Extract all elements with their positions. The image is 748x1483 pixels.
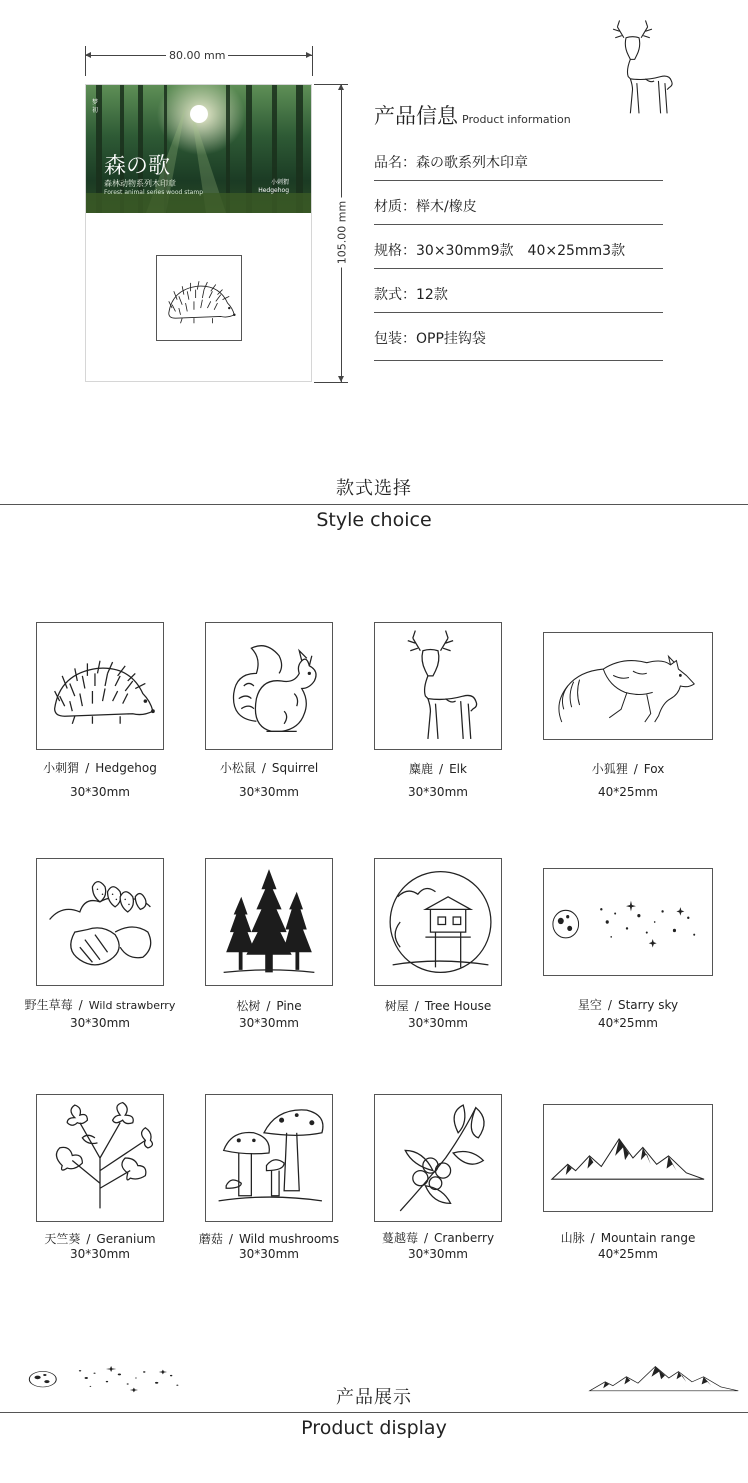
package-stamp	[156, 255, 242, 341]
style-card-elk[interactable]	[374, 622, 502, 750]
info-label: 材质：	[374, 199, 416, 215]
style-name-cn: 麋鹿	[409, 762, 434, 776]
info-title-en: Product information	[462, 113, 571, 126]
info-value: 12款	[416, 287, 448, 303]
style-size: 40*25mm	[598, 785, 658, 799]
info-row-material	[374, 196, 663, 225]
variant-en: Hedgehog	[258, 187, 289, 194]
mountain-icon	[544, 1105, 712, 1211]
starry-sky-icon	[544, 869, 712, 975]
style-name-en: Cranberry	[434, 1231, 495, 1245]
style-name-en: Geranium	[96, 1232, 156, 1246]
style-name-cn: 蘑菇	[198, 1232, 223, 1246]
display-section-divider	[0, 1412, 748, 1413]
style-label: 松树 / Pine	[236, 999, 302, 1013]
package-subtitle: 森林动物系列木印章	[104, 179, 176, 188]
display-section-title-cn: 产品展示	[336, 1387, 412, 1408]
info-row-package	[374, 328, 663, 361]
style-size: 30*30mm	[408, 1016, 468, 1030]
style-name-en: Tree House	[424, 999, 492, 1013]
style-label: 野生草莓 / Wild strawberry	[24, 998, 176, 1012]
style-name-cn: 小刺猬	[43, 761, 80, 775]
info-row-style	[374, 284, 663, 313]
style-size: 40*25mm	[598, 1016, 658, 1030]
info-value: OPP挂钩袋	[416, 331, 486, 347]
style-section-divider	[0, 504, 748, 505]
elk-icon	[585, 12, 693, 124]
style-size: 30*30mm	[239, 1247, 299, 1261]
style-label: 小狐狸 / Fox	[591, 762, 665, 776]
style-card-cranberry[interactable]	[374, 1094, 502, 1222]
elk-icon	[375, 623, 501, 749]
info-row-spec	[374, 240, 663, 269]
style-label: 麋鹿 / Elk	[409, 762, 467, 776]
style-name-en: Wild mushrooms	[238, 1232, 340, 1246]
style-name-cn: 蔓越莓	[381, 1231, 418, 1245]
style-size: 30*30mm	[70, 1247, 130, 1261]
logo-line: 初	[92, 107, 99, 114]
style-card-starry-sky[interactable]	[543, 868, 713, 976]
geranium-icon	[37, 1095, 163, 1221]
style-size: 30*30mm	[70, 785, 130, 799]
style-card-squirrel[interactable]	[205, 622, 333, 750]
package-variant	[258, 179, 289, 195]
style-size: 30*30mm	[239, 1016, 299, 1030]
info-label: 品名：	[374, 155, 416, 171]
style-name-en: Pine	[276, 999, 302, 1013]
variant-cn: 小刺猬	[270, 179, 289, 186]
style-label: 树屋 / Tree House	[384, 999, 492, 1013]
style-name-en: Elk	[449, 762, 467, 776]
style-label: 蔓越莓 / Cranberry	[381, 1231, 495, 1245]
style-label: 星空 / Starry sky	[577, 998, 679, 1012]
info-value: 森の歌系列木印章	[416, 155, 528, 171]
style-size: 40*25mm	[598, 1247, 658, 1261]
height-label: 105.00 mm	[336, 198, 349, 268]
style-label: 山脉 / Mountain range	[560, 1231, 696, 1245]
style-name-cn: 小松鼠	[219, 761, 256, 775]
style-label: 小刺猬 / Hedgehog	[43, 761, 157, 775]
style-card-strawberry[interactable]	[36, 858, 164, 986]
info-title	[374, 100, 571, 130]
mushroom-icon	[206, 1095, 332, 1221]
style-name-cn: 小狐狸	[591, 762, 628, 776]
style-name-en: Starry sky	[617, 998, 679, 1012]
info-label: 款式：	[374, 287, 416, 303]
style-card-mushroom[interactable]	[205, 1094, 333, 1222]
style-name-cn: 天竺葵	[44, 1232, 81, 1246]
style-name-en: Mountain range	[600, 1231, 696, 1245]
style-size: 30*30mm	[408, 785, 468, 799]
style-card-mountain[interactable]	[543, 1104, 713, 1212]
info-label: 包装：	[374, 331, 416, 347]
style-card-pine[interactable]	[205, 858, 333, 986]
forest-banner	[86, 85, 311, 213]
hang-hole	[190, 105, 208, 123]
display-section-title-en: Product display	[301, 1417, 447, 1439]
style-name-cn: 树屋	[384, 999, 409, 1013]
style-section-title-en: Style choice	[316, 509, 432, 531]
style-name-cn: 松树	[236, 999, 261, 1013]
cranberry-icon	[375, 1095, 501, 1221]
strawberry-icon	[37, 859, 163, 985]
hedgehog-icon	[157, 256, 241, 340]
style-label: 蘑菇 / Wild mushrooms	[198, 1232, 340, 1246]
style-name-cn: 星空	[577, 998, 602, 1012]
width-label: 80.00 mm	[166, 49, 228, 62]
treehouse-icon	[375, 859, 501, 985]
style-name-en: Hedgehog	[95, 761, 157, 775]
pine-icon	[206, 859, 332, 985]
style-size: 30*30mm	[70, 1016, 130, 1030]
style-size: 30*30mm	[239, 785, 299, 799]
style-card-treehouse[interactable]	[374, 858, 502, 986]
hedgehog-icon	[37, 623, 163, 749]
logo-line: 梦	[92, 99, 99, 106]
style-name-en: Fox	[643, 762, 665, 776]
style-name-en: Squirrel	[271, 761, 319, 775]
style-card-hedgehog[interactable]	[36, 622, 164, 750]
style-card-geranium[interactable]	[36, 1094, 164, 1222]
info-label: 规格：	[374, 243, 416, 259]
info-row-name	[374, 152, 663, 181]
style-name-cn: 山脉	[560, 1231, 585, 1245]
style-label: 天竺葵 / Geranium	[44, 1232, 156, 1246]
package-title: 森の歌	[104, 154, 171, 179]
style-name-en: Wild strawberry	[88, 999, 176, 1012]
info-title-cn: 产品信息	[374, 104, 458, 128]
style-size: 30*30mm	[408, 1247, 468, 1261]
package-subtitle-en: Forest animal series wood stamp	[104, 189, 204, 196]
style-card-fox[interactable]	[543, 632, 713, 740]
info-value: 榉木/橡皮	[416, 199, 477, 215]
style-label: 小松鼠 / Squirrel	[219, 761, 319, 775]
fox-icon	[544, 633, 712, 739]
brand-logo	[92, 99, 98, 115]
squirrel-icon	[206, 623, 332, 749]
package-card	[85, 84, 312, 382]
style-name-cn: 野生草莓	[24, 998, 73, 1012]
info-value: 30×30mm9款 40×25mm3款	[416, 243, 626, 259]
style-section-title-cn: 款式选择	[336, 478, 412, 499]
